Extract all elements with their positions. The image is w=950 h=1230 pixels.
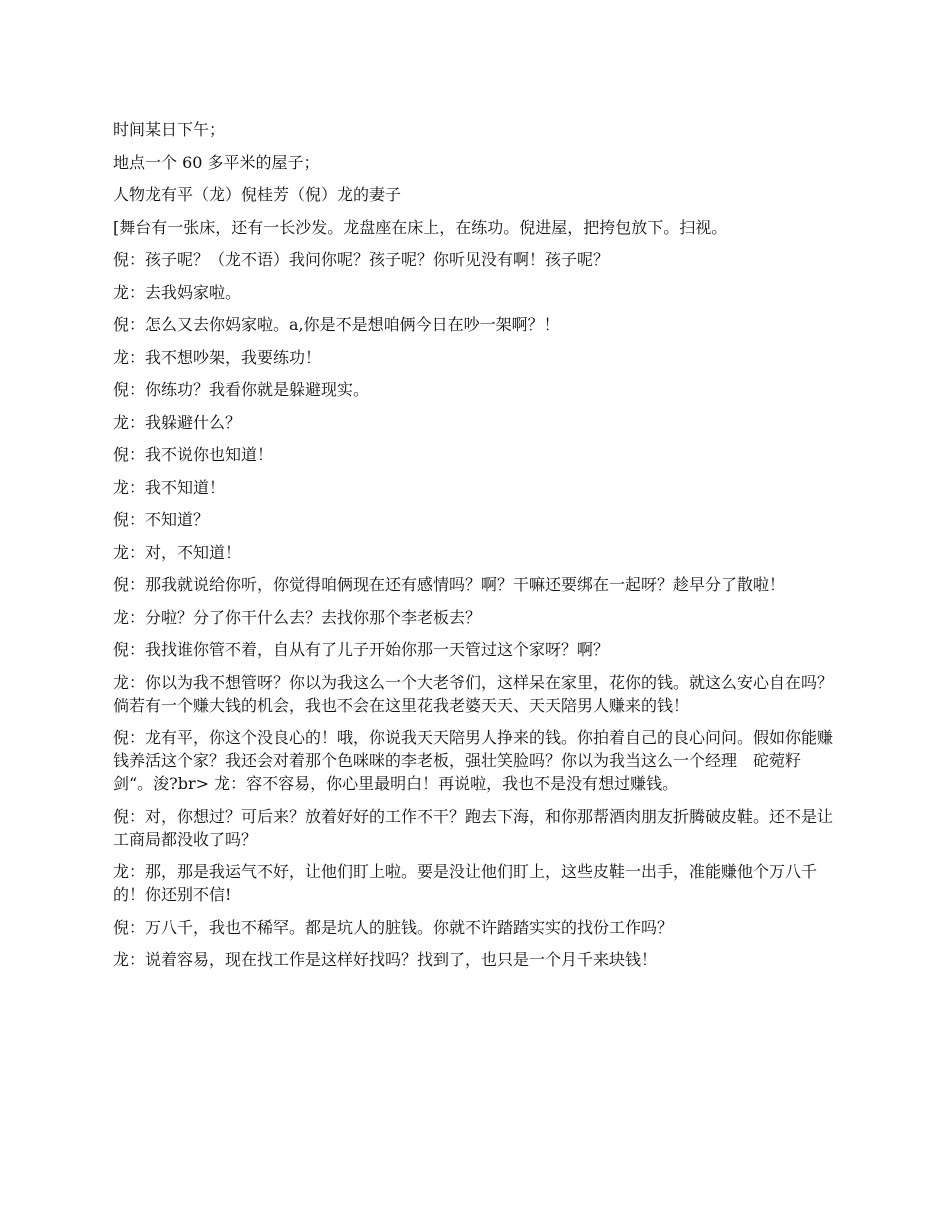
dialogue-line: 倪：对，你想过？可后来？放着好好的工作不干？跑去下海，和你那帮酒肉朋友折腾破皮鞋。还不是让工商局都没收了吗？	[113, 806, 834, 849]
dialogue-line: 龙：对，不知道！	[113, 542, 242, 562]
dialogue-line: 龙：我不想吵架，我要练功！	[113, 347, 322, 367]
dialogue-line: 龙：你以为我不想管呀？你以为我这么一个大老爷们，这样呆在家里，花你的钱。就这么安心自在吗？倘若有一个赚大钱的机会，我也不会在这里花我老婆天天、天天陪男人赚来的钱！	[113, 672, 834, 715]
stage-direction: [舞台有一张床，还有一长沙发。龙盘座在床上，在练功。倪进屋，把挎包放下。扫视。	[113, 217, 728, 237]
dialogue-line: 龙：我躲避什么？	[113, 412, 242, 432]
dialogue-line: 龙：我不知道！	[113, 477, 226, 497]
dialogue-line: 倪：万八千，我也不稀罕。都是坑人的脏钱。你就不许踏踏实实的找份工作吗？	[113, 917, 674, 937]
dialogue-line: 倪：我找谁你管不着，自从有了儿子开始你那一天管过这个家呀？啊？	[113, 640, 610, 659]
dialogue-line: 龙：分啦？分了你干什么去？去找你那个李老板去？	[113, 607, 482, 627]
document-body	[113, 118, 841, 981]
scene-characters: 人物龙有平（龙）倪桂芳（倪）龙的妻子	[113, 185, 402, 204]
dialogue-line: 龙：去我妈家啦。	[113, 282, 242, 302]
dialogue-line: 倪：怎么又去你妈家啦。a,你是不是想咱俩今日在吵一架啊？！	[113, 315, 560, 334]
dialogue-line: 倪：龙有平，你这个没良心的！哦，你说我天天陪男人挣来的钱。你拍着自己的良心问问。假如你能赚钱养活这个家？我还会对着那个色咪咪的李老板，强壮笑脸吗？你以为我当这么一个经理 砣菀籽剑“。浚?br> 龙：容不容易，你心里最明白！再说啦，我也不是没有想过赚钱。	[113, 728, 834, 793]
dialogue-line: 倪：那我就说给你听，你觉得咱俩现在还有感情吗？啊？干嘛还要绑在一起呀？趁早分了散啦！	[113, 575, 786, 594]
dialogue-line: 倪：不知道？	[113, 510, 210, 529]
scene-time: 时间某日下午；	[113, 120, 226, 139]
dialogue-line: 倪：你练功？我看你就是躲避现实。	[113, 380, 370, 399]
dialogue-line: 倪：孩子呢？（龙不语）我问你呢？孩子呢？你听见没有啊！孩子呢？	[113, 250, 610, 269]
dialogue-line: 龙：说着容易，现在找工作是这样好找吗？找到了，也只是一个月千来块钱！	[113, 950, 658, 969]
dialogue-line: 龙：那，那是我运气不好，让他们盯上啦。要是没让他们盯上，这些皮鞋一出手，准能赚他个万八千的！你还别不信!	[113, 862, 818, 904]
scene-location: 地点一个 60 多平米的屋子；	[113, 152, 320, 172]
dialogue-line: 倪：我不说你也知道！	[113, 445, 274, 464]
